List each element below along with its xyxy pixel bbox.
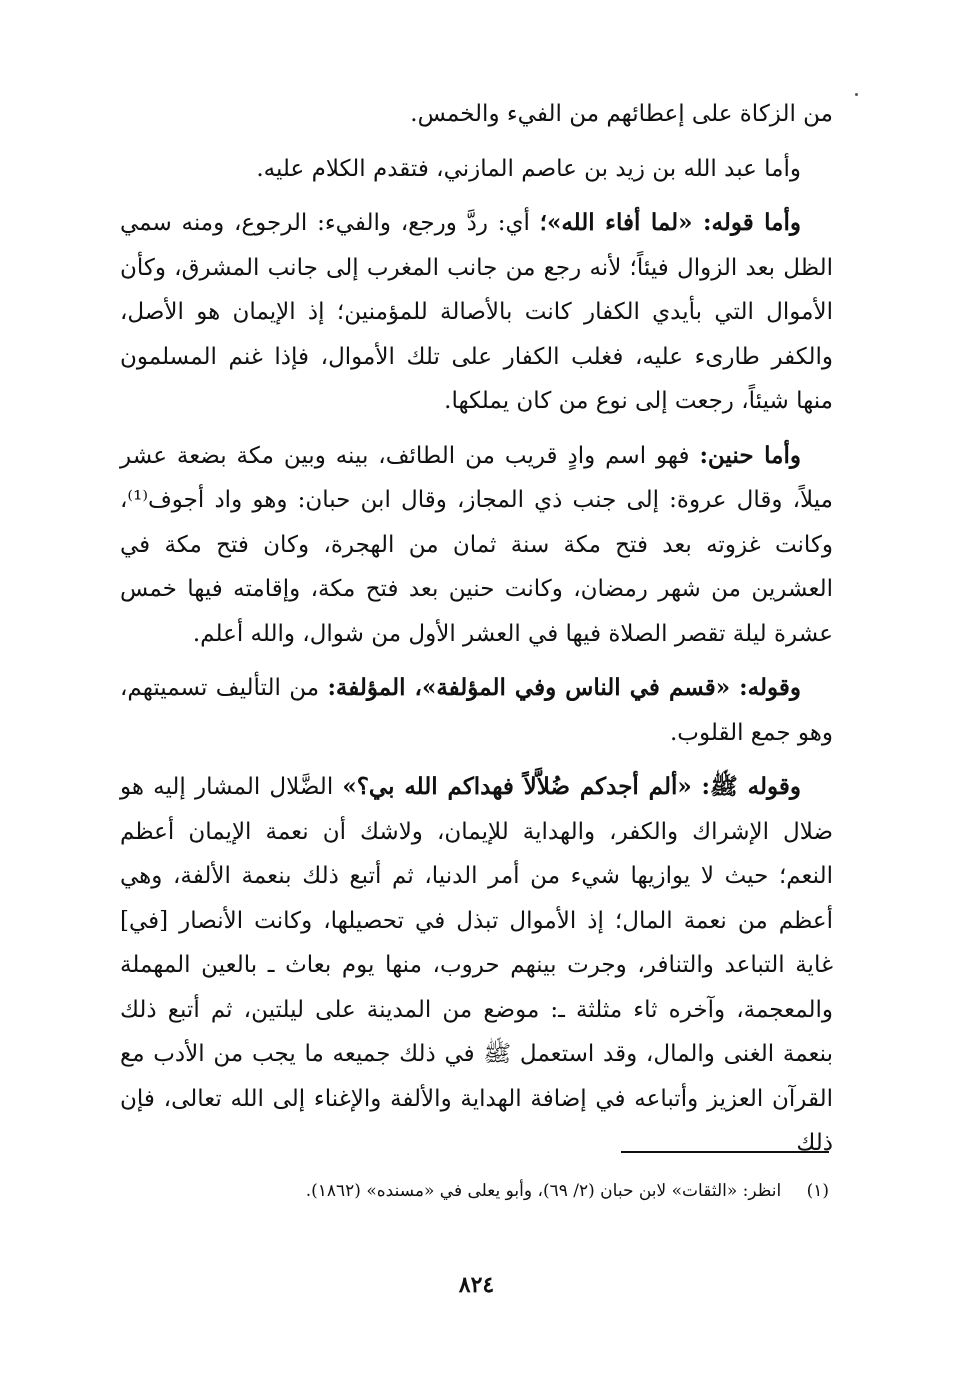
paragraph-text: وأما عبد الله بن زيد بن عاصم المازني، فتقدم الكلام عليه. (256, 155, 801, 182)
paragraph-text: من التأليف تسميتهم، وهو جمع القلوب. (120, 675, 833, 746)
paragraph-lead: وأما حنين: (699, 441, 801, 469)
main-text (120, 92, 833, 1176)
footnote-marker: (١) (806, 1181, 829, 1201)
paragraph-lead: وقوله: «قسم في الناس وفي المؤلفة»، المؤلفة: (327, 674, 801, 701)
paragraph-text: الضَّلال المشار إليه هو ضلال الإشراك والكفر، والهداية للإيمان، ولاشك أن نعمة الإيمان أعظم النعم؛ حيث لا يوازيها شيء من أمر الدنيا، ثم أتبع ذلك بنعمة الألفة، وهي أعظم من نعمة المال؛ إذ الأموال تبذل في تحصيلها، وكانت الأنصار [في] غاية التباعد والتنافر، وجرت بينهم حروب، منها يوم بعاث ـ بالعين المهملة والمعجمة، وآخره ثاء مثلثة ـ: موضع من المدينة على ليلتين، ثم أتبع ذلك بنعمة الغنى والمال، وقد استعمل ﷺ في ذلك جميعه ما يجب من الأدب مع القرآن العزيز وأتباعه في إضافة الهداية والألفة والإغناء إلى الله تعالى، فإن ذلك (120, 774, 833, 1156)
paragraph-text: فهو اسم وادٍ قريب من الطائف، بينه وبين مكة بضعة عشر ميلاً، وقال عروة: إلى جنب ذي المجاز، وقال ابن حبان: وهو واد أجوف⁽¹⁾، وكانت غزوته بعد فتح مكة سنة ثمان من الهجرة، وكان فتح مكة في العشرين من شهر رمضان، وكانت حنين بعد فتح مكة، وإقامته فيها خمس عشرة ليلة تقصر الصلاة فيها في العشر الأول من شوال، والله أعلم. (120, 442, 833, 647)
paragraph (120, 201, 833, 424)
paragraph-lead: وأما قوله: «لما أفاء الله»؛ (539, 209, 801, 236)
paragraph-text: أي: ردَّ ورجع، والفيء: الرجوع، ومنه سمي الظل بعد الزوال فيئاً؛ لأنه رجع من جانب المغرب إلى جانب المشرق، وكأن الأموال التي بأيدي الكفار كانت بالأصالة للمؤمنين؛ إذ الإيمان هو الأصل، والكفر طارىء عليه، فغلب الكفار على تلك الأموال، فإذا غنم المسلمون منها شيئاً، رجعت إلى نوع من كان يملكها. (120, 210, 833, 414)
paragraph (120, 765, 833, 1166)
footnote-separator (621, 1151, 829, 1153)
footnote (120, 1177, 829, 1205)
paragraph-text: من الزكاة على إعطائهم من الفيء والخمس. (410, 101, 833, 127)
paragraph (120, 147, 833, 192)
paragraph (120, 92, 833, 137)
paragraph-lead: وقوله ﷺ: «ألم أجدكم ضُلاَّلاً فهداكم الله بي؟» (342, 773, 801, 800)
paragraph (120, 666, 833, 755)
page-number: ٨٢٤ (458, 1272, 495, 1298)
paragraph (120, 434, 833, 657)
footnote-text: انظر: «الثقات» لابن حبان (٢/ ٦٩)، وأبو يعلى في «مسنده» (١٨٦٢). (305, 1181, 782, 1201)
scan-speck (855, 93, 858, 96)
